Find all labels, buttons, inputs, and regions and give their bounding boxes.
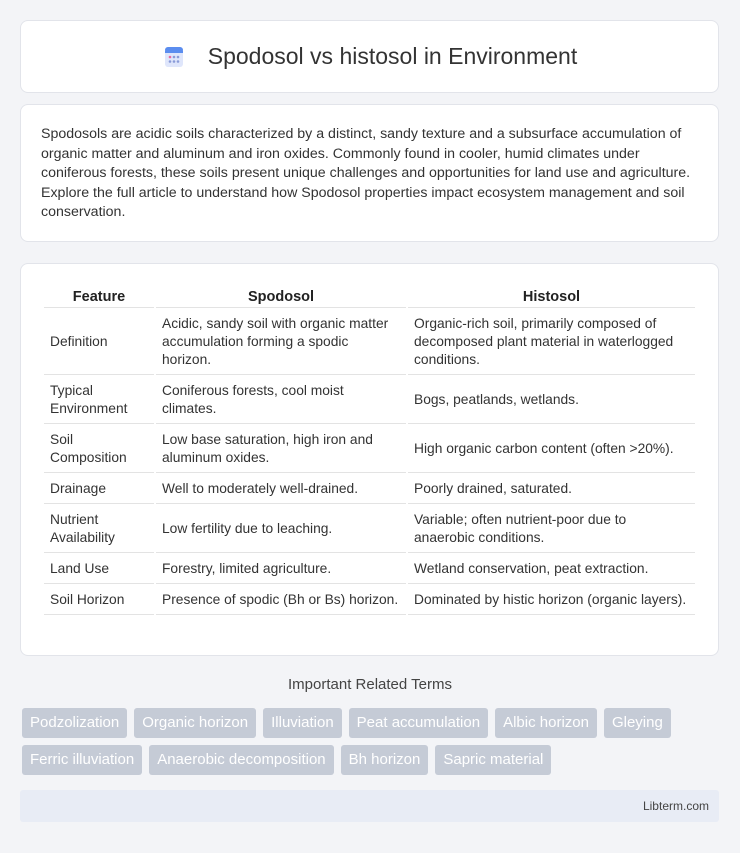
related-term-tag[interactable]: Bh horizon <box>341 745 429 775</box>
row-histosol: High organic carbon content (often >20%). <box>408 426 695 473</box>
footer <box>20 790 719 822</box>
row-feature: Soil Composition <box>44 426 154 473</box>
table-row <box>44 555 695 584</box>
related-term-tag[interactable]: Illuviation <box>263 708 342 738</box>
row-feature: Nutrient Availability <box>44 506 154 553</box>
row-spodosol: Low base saturation, high iron and aluminum oxides. <box>156 426 406 473</box>
row-histosol: Bogs, peatlands, wetlands. <box>408 377 695 424</box>
related-term-tag[interactable]: Sapric material <box>435 745 551 775</box>
intro-text: Spodosols are acidic soils characterized by a distinct, sandy texture and a subsurface accumulation of organic matter and aluminum and iron oxides. Commonly found in cooler, humid climates under coniferous forests, these soils present unique challenges and opportunities for land use and agriculture. Explore the full article to understand how Spodosol properties impact ecosystem management and soil conservation. <box>41 126 691 221</box>
footer-brand[interactable]: Libterm.com <box>642 799 709 813</box>
related-term-tag[interactable]: Podzolization <box>22 708 127 738</box>
header-spodosol: Spodosol <box>156 286 406 308</box>
header-histosol: Histosol <box>408 286 695 308</box>
comparison-table-card <box>20 263 719 656</box>
row-feature: Typical Environment <box>44 377 154 424</box>
row-feature: Soil Horizon <box>44 586 154 615</box>
related-term-tag[interactable]: Gleying <box>604 708 671 738</box>
row-histosol: Dominated by histic horizon (organic layers). <box>408 586 695 615</box>
title-card <box>20 20 719 93</box>
intro-card <box>20 104 719 242</box>
row-spodosol: Well to moderately well-drained. <box>156 475 406 504</box>
row-spodosol: Presence of spodic (Bh or Bs) horizon. <box>156 586 406 615</box>
related-terms-title: Important Related Terms <box>288 676 452 693</box>
related-term-tag[interactable]: Ferric illuviation <box>22 745 142 775</box>
table-row <box>44 506 695 553</box>
table-row <box>44 586 695 615</box>
row-feature: Land Use <box>44 555 154 584</box>
row-histosol: Poorly drained, saturated. <box>408 475 695 504</box>
related-term-tag[interactable]: Peat accumulation <box>349 708 488 738</box>
table-row <box>44 475 695 504</box>
table-row <box>44 310 695 375</box>
related-terms-list <box>22 708 722 775</box>
row-feature: Drainage <box>44 475 154 504</box>
row-spodosol: Low fertility due to leaching. <box>156 506 406 553</box>
row-histosol: Variable; often nutrient-poor due to anaerobic conditions. <box>408 506 695 553</box>
page-title: Spodosol vs histosol in Environment <box>207 43 578 69</box>
row-spodosol: Forestry, limited agriculture. <box>156 555 406 584</box>
document-icon <box>162 45 186 69</box>
related-term-tag[interactable]: Albic horizon <box>495 708 597 738</box>
row-histosol: Organic-rich soil, primarily composed of decomposed plant material in waterlogged conditions. <box>408 310 695 375</box>
header-feature: Feature <box>44 286 154 308</box>
table-row <box>44 426 695 473</box>
comparison-table <box>42 284 697 617</box>
table-row <box>44 377 695 424</box>
row-spodosol: Coniferous forests, cool moist climates. <box>156 377 406 424</box>
row-histosol: Wetland conservation, peat extraction. <box>408 555 695 584</box>
row-spodosol: Acidic, sandy soil with organic matter accumulation forming a spodic horizon. <box>156 310 406 375</box>
table-header-row <box>44 286 695 308</box>
related-term-tag[interactable]: Anaerobic decomposition <box>149 745 333 775</box>
row-feature: Definition <box>44 310 154 375</box>
related-term-tag[interactable]: Organic horizon <box>134 708 256 738</box>
